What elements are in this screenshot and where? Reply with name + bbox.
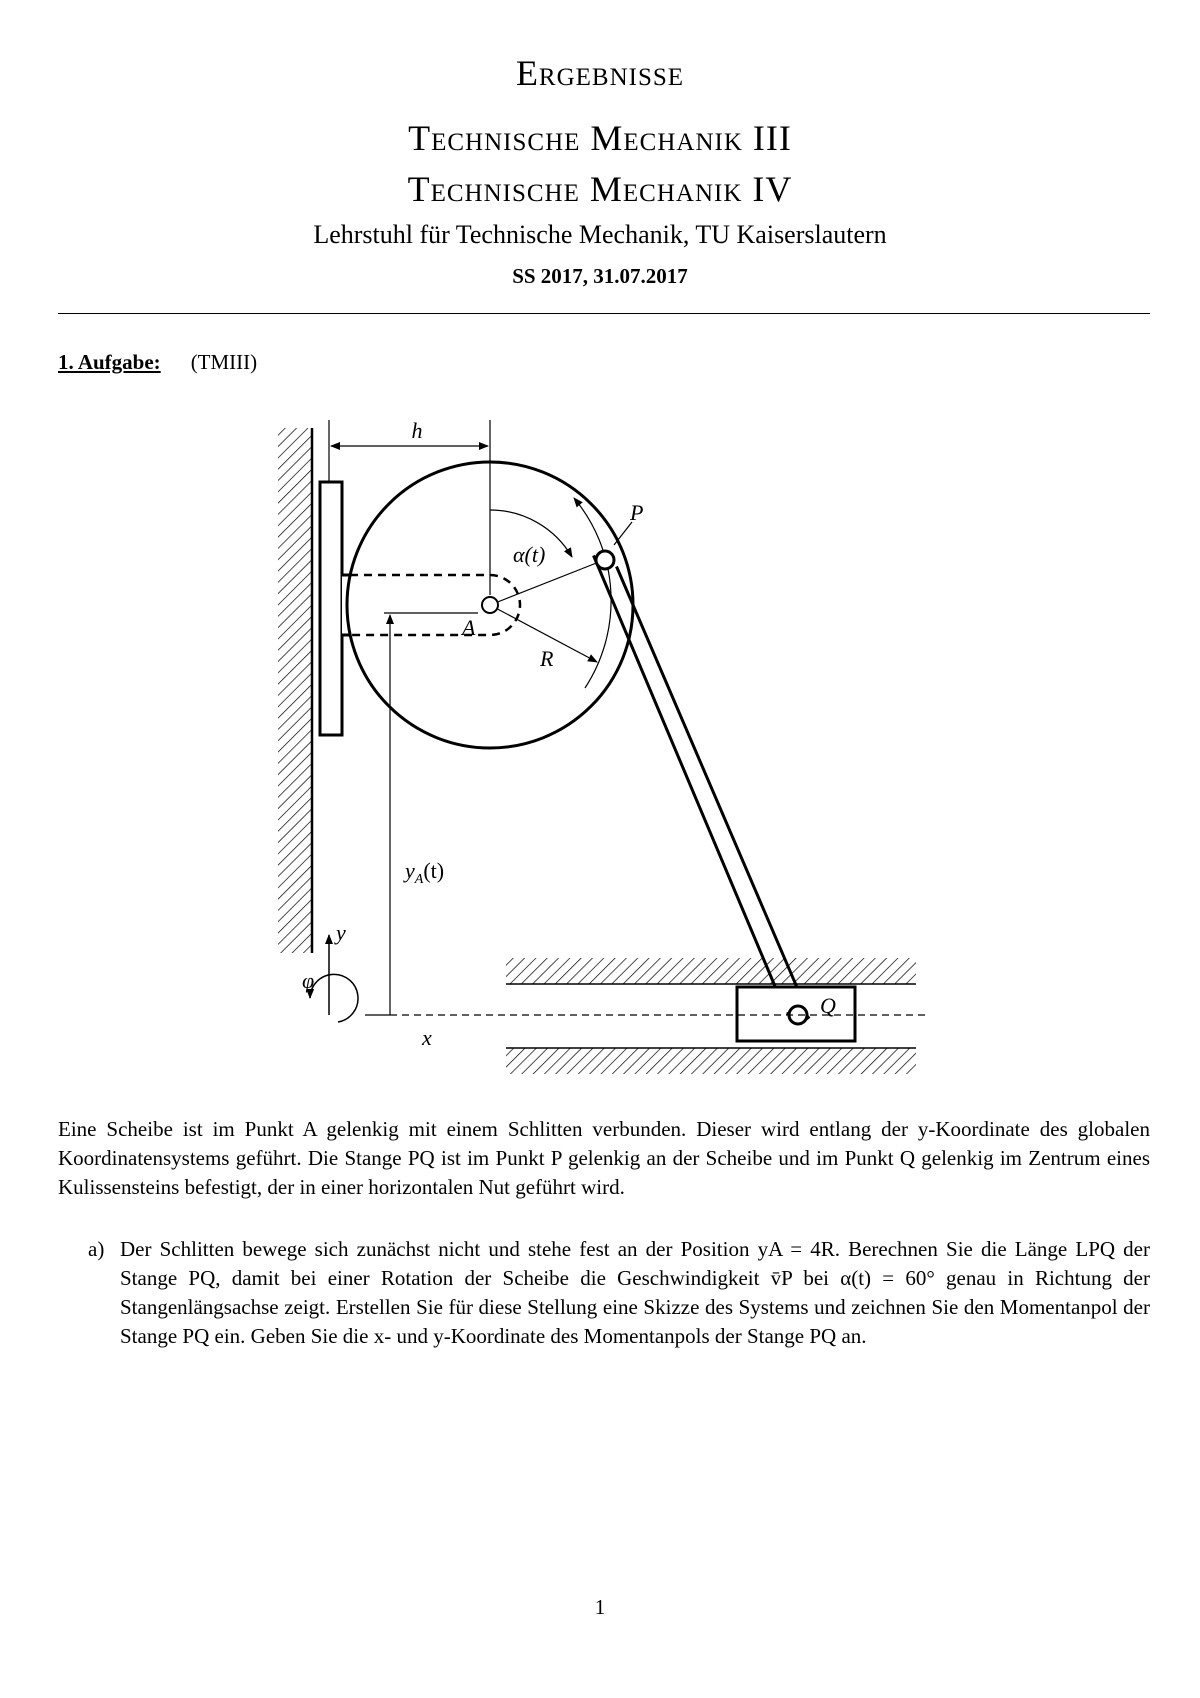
chair-name: Lehrstuhl für Technische Mechanik, TU Kaiserslautern [313,220,887,249]
joint-P [596,551,614,569]
rod-PQ [594,556,810,1017]
joint-A [482,597,498,613]
document-title: Ergebnisse [515,53,685,93]
task-tag: (TMIII) [190,350,258,374]
label-x: x [422,1025,432,1050]
label-P: P [630,500,644,525]
label-yA: $y_A(t)$ [405,858,445,887]
intro-paragraph: Eine Scheibe ist im Punkt A gelenkig mit einem Schlitten verbunden. Dieser wird entlang der y-Koordinate des globalen Koordinatensystems geführt. Die Stange PQ ist im Punkt P gelenkig an der Scheibe und im Punkt Q gelenkig im Zentrum eines Kulissensteins befestigt, der in einer horizontalen Nut geführt wird. [58,1117,1150,1199]
part-a-text: Der Schlitten bewege sich zunächst nicht und stehe fest an der Position yA = 4R. Berechnen Sie die Länge LPQ der Stange PQ, damit bei einer Rotation der Scheibe die Geschwindigkeit v̄P bei α(t) = 60° genau in Richtung der Stangenlängsachse zeigt. Erstellen Sie für diese Stellung eine Skizze des Systems und zeichnen Sie den Momentanpol der Stange PQ ein. Geben Sie die x- und y-Koordinate des Momentanpols der Stange PQ an. [120,1237,1150,1348]
label-R: R [540,646,554,671]
label-Q: Q [820,993,836,1018]
course-title-2: Technische Mechanik IV [407,169,793,209]
wall [278,428,312,953]
wall-hatching [278,428,312,953]
label-y: y [336,920,346,945]
label-alpha: α(t) [513,542,546,567]
label-A: A [462,615,476,640]
page-number: 1 [594,1595,606,1619]
phi-arc [310,974,358,1022]
label-phi: φ [302,968,315,993]
groove-bottom-hatching [506,1048,916,1074]
task-heading [58,350,257,375]
groove-top-hatching [506,958,916,984]
mechanism-figure [0,400,1200,1090]
course-title-1: Technische Mechanik III [408,118,792,158]
label-h: h [411,418,423,443]
task-label: 1. Aufgabe: [58,350,161,374]
header-rule [58,313,1150,314]
part-a-label: a) [88,1237,105,1261]
radius-to-P [490,560,604,605]
exam-date: SS 2017, 31.07.2017 [512,264,688,288]
sled-body [320,482,342,735]
